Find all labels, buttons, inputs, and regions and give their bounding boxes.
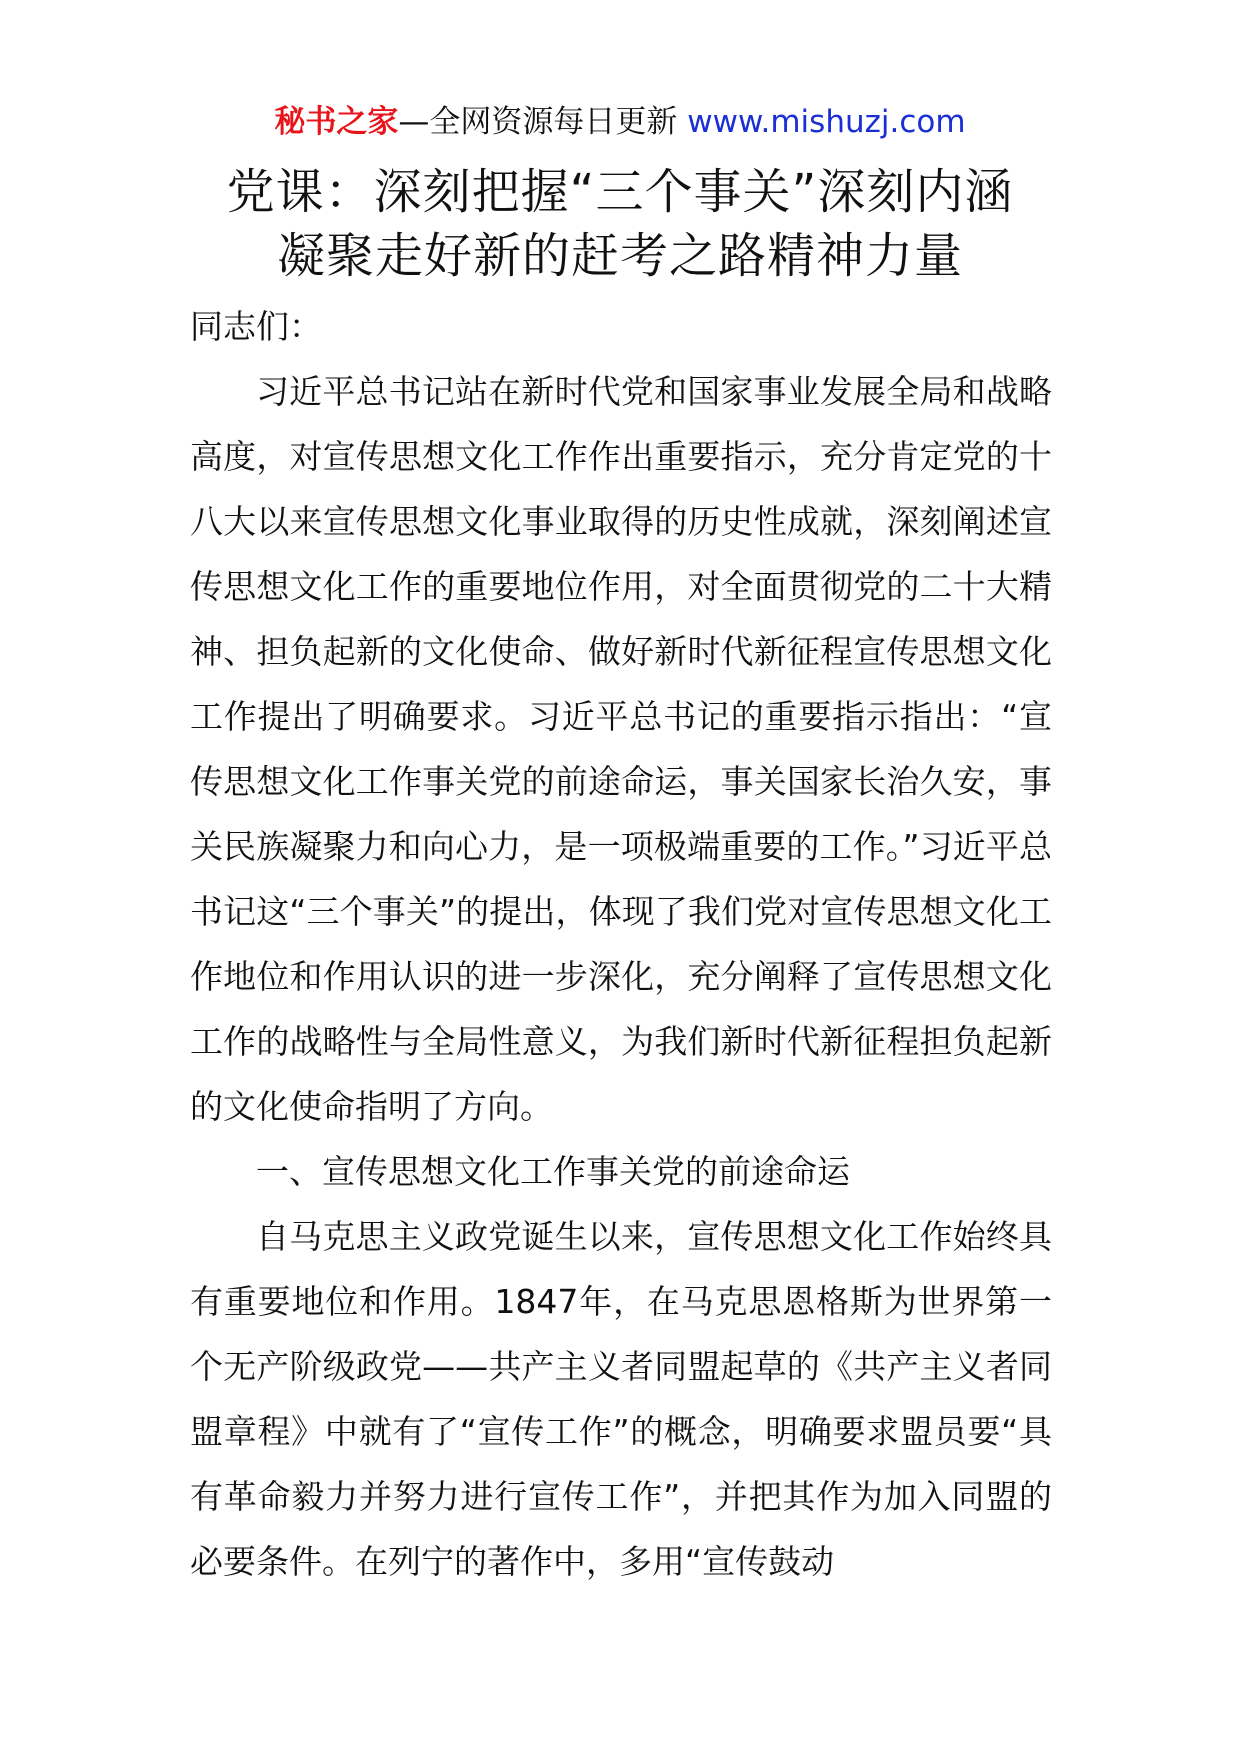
- header-tagline: —全网资源每日更新: [398, 104, 678, 140]
- title-line-2: 凝聚走好新的赶考之路精神力量: [276, 228, 963, 284]
- paragraph-intro: 习近平总书记站在新时代党和国家事业发展全局和战略高度，对宣传思想文化工作作出重要指示，充分肯定党的十八大以来宣传思想文化事业取得的历史性成就，深刻阐述宣传思想文化工作的重要地位作用，对全面贯彻党的二十大精神、担负起新的文化使命、做好新时代新征程宣传思想文化工作提出了明确要求。习近平总书记的重要指示指出：“宣传思想文化工作事关党的前途命运，事关国家长治久安，事关民族凝聚力和向心力，是一项极端重要的工作。”习近平总书记这“三个事关”的提出，体现了我们党对宣传思想文化工作地位和作用认识的进一步深化，充分阐释了宣传思想文化工作的战略性与全局性意义，为我们新时代新征程担负起新的文化使命指明了方向。: [190, 372, 1052, 1126]
- section-heading-1: 一、宣传思想文化工作事关党的前途命运: [256, 1152, 850, 1191]
- site-url-link[interactable]: www.mishuzj.com: [687, 104, 966, 140]
- title-line-1: 党课：深刻把握“三个事关”深刻内涵: [226, 164, 1014, 220]
- document-body: [190, 294, 1052, 1594]
- site-header: [0, 100, 1240, 144]
- page-title: [0, 160, 1240, 288]
- paragraph-section-1: 自马克思主义政党诞生以来，宣传思想文化工作始终具有重要地位和作用。1847年，在马克思恩格斯为世界第一个无产阶级政党——共产主义者同盟起草的《共产主义者同盟章程》中就有了“宣传工作”的概念，明确要求盟员要“具有革命毅力并努力进行宣传工作”，并把其作为加入同盟的必要条件。在列宁的著作中，多用“宣传鼓动: [190, 1217, 1052, 1581]
- brand-name: 秘书之家: [274, 104, 399, 140]
- salutation: 同志们：: [190, 307, 322, 346]
